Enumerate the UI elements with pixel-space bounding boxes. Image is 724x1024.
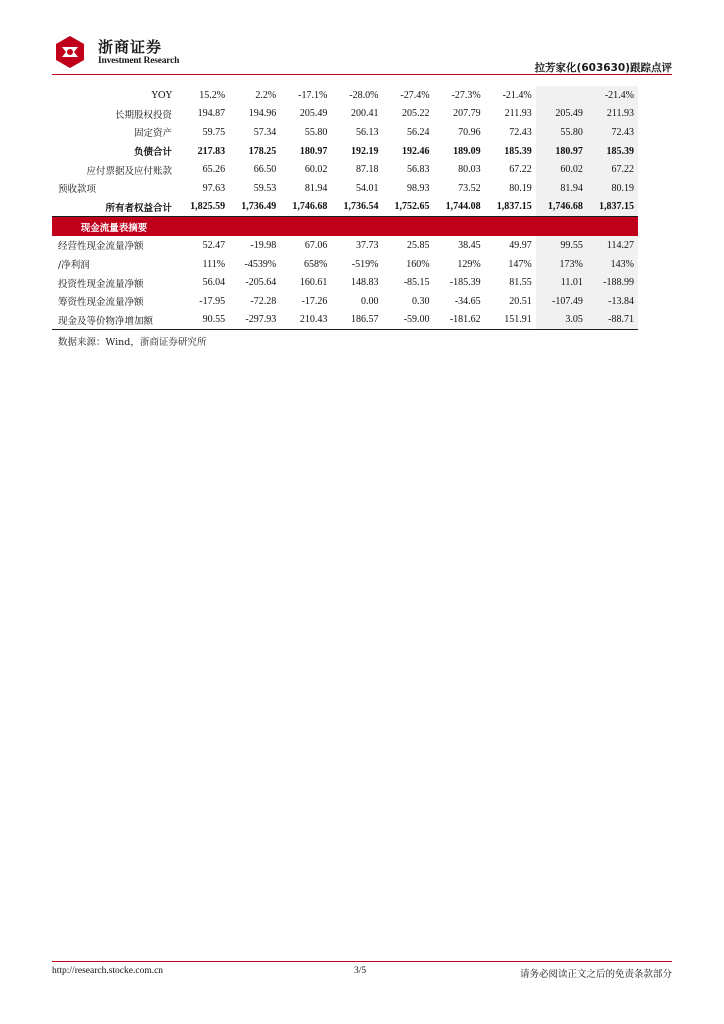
table-cell	[434, 217, 485, 237]
table-cell: 11.01	[536, 273, 587, 292]
table-cell: 52.47	[202, 239, 226, 251]
table-cell: 186.57	[331, 311, 382, 330]
table-cell: 151.91	[485, 311, 536, 330]
logo-english-name: Investment Research	[98, 56, 180, 66]
table-cell: 211.93	[504, 108, 532, 120]
table-cell: 1,744.08	[434, 198, 485, 217]
table-cell: 38.45	[458, 239, 481, 251]
table-row	[52, 273, 638, 292]
row-label: 预收款项	[58, 184, 97, 196]
table-cell: -4539%	[244, 258, 277, 270]
table-cell: 57.34	[253, 126, 277, 138]
table-cell: 56.13	[355, 126, 379, 138]
table-cell: 173%	[536, 255, 587, 274]
table-cell: 160.61	[299, 277, 328, 289]
table-cell	[178, 217, 229, 237]
company-logo	[52, 34, 212, 74]
table-cell: -107.49	[536, 292, 587, 311]
table-cell: -27.4%	[400, 89, 430, 101]
table-cell: 56.04	[202, 277, 226, 289]
row-label: 经营性现金流量净额	[58, 241, 144, 253]
table-cell: 54.01	[355, 182, 379, 194]
table-cell: 192.46	[402, 145, 430, 157]
row-label: 现金及等价物净增加额	[52, 311, 178, 330]
table-cell: 129%	[457, 258, 481, 270]
table-row	[52, 255, 638, 274]
table-cell: -519%	[351, 258, 379, 270]
table-cell: 55.80	[304, 126, 328, 138]
table-cell: -17.1%	[298, 89, 328, 101]
table-cell: 60.02	[304, 164, 328, 176]
table-cell	[382, 217, 433, 237]
table-cell: 0.30	[412, 295, 430, 307]
table-cell: 178.25	[248, 145, 277, 157]
table-cell: 211.93	[587, 105, 638, 124]
logo-mark-icon	[52, 34, 88, 70]
table-cell: 56.24	[407, 126, 430, 138]
table-row	[52, 292, 638, 311]
table-cell: 81.94	[536, 179, 587, 198]
table-cell: 60.02	[536, 160, 587, 179]
table-cell: -28.0%	[349, 89, 379, 101]
table-cell: 80.19	[587, 179, 638, 198]
table-cell: 194.96	[248, 108, 277, 120]
table-cell: 192.19	[350, 145, 379, 157]
table-cell: 205.49	[536, 105, 587, 124]
table-cell: 180.97	[536, 142, 587, 161]
table-cell: 20.51	[509, 295, 532, 307]
table-cell	[485, 217, 536, 237]
table-row	[52, 311, 638, 330]
table-row	[52, 160, 638, 179]
table-cell: 3.05	[536, 311, 587, 330]
table-cell: -181.62	[434, 311, 485, 330]
table-cell: 1,736.54	[331, 198, 382, 217]
table-cell: 143%	[587, 255, 638, 274]
table-cell: 97.63	[202, 182, 226, 194]
table-cell: 1,825.59	[178, 198, 229, 217]
table-cell: 59.75	[202, 126, 226, 138]
table-cell: 1,837.15	[587, 198, 638, 217]
table-cell: 37.73	[355, 239, 379, 251]
table-cell: -19.98	[250, 239, 277, 251]
table-cell: -185.39	[449, 277, 481, 289]
table-cell: 56.83	[407, 164, 430, 176]
table-cell: 180.97	[299, 145, 328, 157]
table-cell: 1,746.68	[280, 198, 331, 217]
table-cell: 185.39	[504, 145, 532, 157]
table-cell: 65.26	[202, 164, 226, 176]
financial-table	[52, 86, 638, 330]
table-cell: 1,746.68	[536, 198, 587, 217]
table-cell	[536, 217, 587, 237]
table-cell: 90.55	[178, 311, 229, 330]
footer-disclaimer: 请务必阅读正文之后的免责条款部分	[519, 969, 672, 980]
table-cell: 185.39	[587, 142, 638, 161]
table-cell: -72.28	[250, 295, 277, 307]
table-cell: 70.96	[458, 126, 481, 138]
table-cell: -17.26	[301, 295, 328, 307]
table-cell: 87.18	[355, 164, 379, 176]
table-row	[52, 105, 638, 124]
footer-divider	[52, 961, 672, 962]
table-cell: 189.09	[453, 145, 481, 157]
table-cell: 80.19	[509, 182, 532, 194]
table-cell: 1,837.15	[485, 198, 536, 217]
row-label: 应付票据及应付账款	[86, 165, 172, 177]
table-cell: 1,752.65	[382, 198, 433, 217]
row-label: YOY	[151, 89, 172, 101]
table-cell: -88.71	[587, 311, 638, 330]
table-cell: 114.27	[587, 236, 638, 255]
table-cell: 67.06	[304, 239, 328, 251]
table-cell: 217.83	[197, 145, 226, 157]
table-cell: 98.93	[407, 182, 430, 194]
table-cell: 0.00	[360, 295, 379, 307]
table-cell: 25.85	[407, 239, 430, 251]
table-row	[52, 142, 638, 161]
data-source-note: 数据来源：Wind，浙商证券研究所	[58, 337, 207, 348]
report-title: 拉芳家化(603630)跟踪点评	[534, 62, 672, 74]
table-cell: 72.43	[587, 123, 638, 142]
table-cell: 210.43	[280, 311, 331, 330]
row-label: 固定资产	[133, 128, 172, 140]
table-cell: -188.99	[587, 273, 638, 292]
table-cell: 205.49	[299, 108, 328, 120]
table-cell: -17.95	[199, 295, 226, 307]
section-header-row	[52, 217, 638, 237]
table-cell	[280, 217, 331, 237]
header-divider	[52, 74, 672, 75]
row-label: 筹资性现金流量净额	[58, 297, 144, 309]
row-label: 所有者权益合计	[52, 198, 178, 217]
table-cell: 160%	[406, 258, 430, 270]
table-cell: 194.87	[197, 108, 226, 120]
row-label: 负债合计	[133, 147, 172, 159]
table-cell: 658%	[303, 258, 328, 270]
table-cell: 66.50	[253, 164, 277, 176]
table-cell	[229, 217, 280, 237]
table-cell	[587, 217, 638, 237]
logo-chinese-name: 浙商证券	[98, 38, 163, 56]
table-cell: 81.55	[509, 277, 532, 289]
table-cell: 81.94	[304, 182, 328, 194]
table-cell: -205.64	[245, 277, 277, 289]
footer-url-link[interactable]: http://research.stocke.com.cn	[52, 966, 164, 976]
row-label: 现金流量表摘要	[52, 217, 178, 237]
row-label: /净利润	[58, 260, 90, 272]
table-cell: 147%	[508, 258, 532, 270]
table-row	[52, 198, 638, 217]
table-cell: -27.3%	[451, 89, 481, 101]
table-cell: -59.00	[382, 311, 433, 330]
table-cell: 207.79	[453, 108, 481, 120]
table-cell	[536, 86, 587, 105]
table-cell: -297.93	[229, 311, 280, 330]
table-row	[52, 236, 638, 255]
table-cell: 200.41	[350, 108, 379, 120]
table-cell: 55.80	[536, 123, 587, 142]
page-number: 3/5	[354, 966, 367, 976]
table-cell: 80.03	[458, 164, 481, 176]
table-cell: -13.84	[587, 292, 638, 311]
table-cell: 148.83	[350, 277, 379, 289]
row-label: 长期股权投资	[114, 109, 172, 121]
page-header	[52, 30, 672, 76]
table-row	[52, 179, 638, 198]
table-cell: 111%	[202, 258, 226, 270]
table-cell: 73.52	[458, 182, 481, 194]
table-cell: -85.15	[403, 277, 430, 289]
table-cell	[331, 217, 382, 237]
row-label: 投资性现金流量净额	[58, 278, 144, 290]
table-cell: 49.97	[509, 239, 532, 251]
table-cell: -21.4%	[502, 89, 532, 101]
table-row	[52, 123, 638, 142]
table-cell: 205.22	[402, 108, 430, 120]
table-row	[52, 86, 638, 105]
table-cell: -34.65	[454, 295, 481, 307]
table-cell: 2.2%	[255, 89, 277, 101]
table-cell: 59.53	[253, 182, 277, 194]
table-cell: 1,736.49	[229, 198, 280, 217]
table-cell: 72.43	[509, 126, 532, 138]
table-cell: 99.55	[536, 236, 587, 255]
table-cell: 67.22	[587, 160, 638, 179]
table-cell: 67.22	[509, 164, 532, 176]
table-cell: -21.4%	[587, 86, 638, 105]
table-cell: 15.2%	[199, 89, 226, 101]
